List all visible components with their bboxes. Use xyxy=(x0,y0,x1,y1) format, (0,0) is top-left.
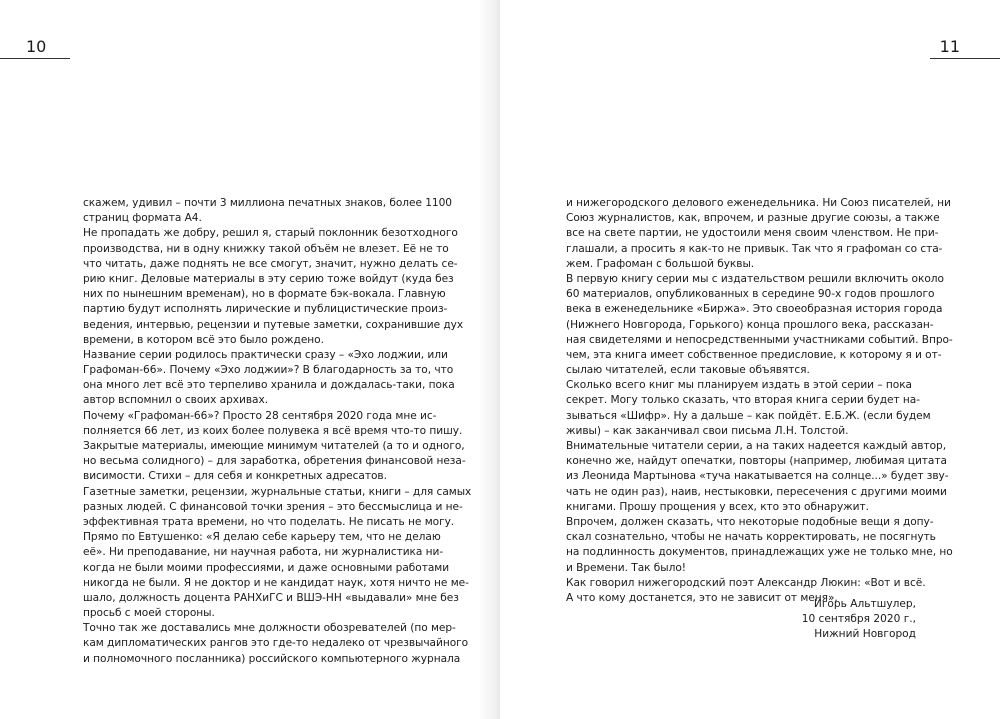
text-line: Сколько всего книг мы планируем издать в этой серии – пока xyxy=(566,379,912,392)
text-line: Название серии родилось практически сразу – «Эхо лоджии, или xyxy=(83,348,448,361)
text-line: секрет. Могу только сказать, что вторая книга серии будет на- xyxy=(566,394,920,407)
text-line: шало, должность доцента РАНХиГС и ВШЭ-НН «выдавали» мне без xyxy=(83,591,459,604)
text-line: и полномочного посланника) российского компьютерного журнала xyxy=(83,652,461,665)
signature-date: 10 сентября 2020 г., xyxy=(801,613,916,626)
text-line: когда не были моими профессиями, и даже основными работами xyxy=(83,561,450,574)
header-rule-left xyxy=(0,58,70,59)
text-line: и Времени. Так было! xyxy=(566,561,686,574)
text-line: книгами. Прошу прощения у всех, кто это обнаружит. xyxy=(566,500,869,513)
text-line: ная свидетелями и непосредственными участниками событий. Впро- xyxy=(566,333,953,346)
text-line: автор вспомнил о своих архивах. xyxy=(83,394,269,407)
text-line: глашали, а просить я как-то не привык. Так что я графоман со ста- xyxy=(566,242,943,255)
page-number-left: 10 xyxy=(26,37,47,56)
text-line: её». Ни преподавание, ни научная работа, ни журналистика ни- xyxy=(83,546,444,559)
text-line: В первую книгу серии мы с издательством решили включить около xyxy=(566,272,944,285)
text-line: Точно так же доставались мне должности обозревателей (по мер- xyxy=(83,622,456,635)
text-line: эффективная трата времени, но что поделать. Не писать не могу. xyxy=(83,515,455,528)
text-line: живы) – как заканчивал свои письма Л.Н. Толстой. xyxy=(566,424,849,437)
text-line: Впрочем, должен сказать, что некоторые подобные вещи я допу- xyxy=(566,515,934,528)
text-line: Закрытые материалы, имеющие минимум читателей (а то и одного, xyxy=(83,440,465,452)
left-page-body-text xyxy=(83,196,471,667)
text-line: производства, ни в одну книжку такой объём не влезет. Её не то xyxy=(83,242,449,255)
text-line: и нижегородского делового еженедельника. Ни Союз писателей, ни xyxy=(566,197,951,209)
text-line: Прямо по Евтушенко: «Я делаю себе карьеру тем, что не делаю xyxy=(83,531,441,544)
text-line: что читать, даже поднять не все смогут, значит, нужно делать се- xyxy=(83,257,458,270)
text-line: разных людей. С финансовой точки зрения – это бессмыслица и не- xyxy=(83,500,463,513)
text-line: скажем, удивил – почти 3 миллиона печатных знаков, более 1100 xyxy=(83,197,452,209)
signature-author: Игорь Альтшулер, xyxy=(813,598,916,610)
text-line: (Нижнего Новгорода, Горького) конца прошлого века, рассказан- xyxy=(566,318,934,331)
text-line: Почему «Графоман-66»? Просто 28 сентября 2020 года мне ис- xyxy=(83,409,437,422)
text-line: просьб с моей стороны. xyxy=(83,607,215,620)
text-line: партию будут исполнять лирические и публицистические произ- xyxy=(83,303,448,316)
text-line: скал сознательно, чтобы не начать корректировать, не посягнуть xyxy=(566,531,936,544)
text-line: них по нынешним временам), но в формате бэк-вокала. Главную xyxy=(83,288,446,301)
text-line: жем. Графоман с большой буквы. xyxy=(566,257,755,270)
right-page xyxy=(500,0,1000,719)
text-line: она много лет всё это терпеливо хранила и дождалась-таки, пока xyxy=(83,379,455,392)
text-line: кам дипломатических рангов это где-то недалеко от чрезвычайного xyxy=(83,637,469,650)
text-line: на подлинность документов, принадлежащих уже не только мне, но xyxy=(566,546,953,559)
text-line: Газетные заметки, рецензии, журнальные статьи, книги – для самых xyxy=(83,485,472,498)
text-line: конечно же, найдут опечатки, повторы (например, любимая цитата xyxy=(566,455,947,468)
text-line: Внимательные читатели серии, а на таких надеется каждый автор, xyxy=(566,440,947,452)
signature-block xyxy=(802,597,916,643)
text-line: времени, в котором всё это было рождено. xyxy=(83,333,324,346)
text-line: 60 материалов, опубликованных в середине 90-х годов прошлого xyxy=(566,288,935,301)
text-line: чем, эта книга имеет собственное предисловие, к которому я и от- xyxy=(566,348,942,361)
text-line: полняется 66 лет, из коих более полувека я всё время что-то пишу. xyxy=(83,424,463,437)
text-line: страниц формата А4. xyxy=(83,212,202,225)
text-line: никогда не были. Я не доктор и не кандидат наук, хотя ничто не ме- xyxy=(83,576,469,589)
text-line: чать не один раз), наив, нестыковки, пересечения с другими моими xyxy=(566,485,947,498)
text-line: Союз журналистов, как, впрочем, и разные другие союзы, а также xyxy=(566,212,940,225)
text-line: ведения, интервью, рецензии и путевые заметки, сохранившие дух xyxy=(83,318,464,331)
text-line: А что кому достанется, это не зависит от меня». xyxy=(566,591,838,604)
right-page-body-text xyxy=(566,196,953,606)
text-line: но весьма солидного) – для заработка, обретения финансовой неза- xyxy=(83,455,466,468)
text-line: сылаю читателей, если таковые объявятся. xyxy=(566,364,810,377)
text-line: рию книг. Деловые материалы в эту серию тоже войдут (куда без xyxy=(83,272,454,285)
signature-place: Нижний Новгород xyxy=(814,628,916,641)
text-line: Графоман-66». Почему «Эхо лоджии»? В благодарность за то, что xyxy=(83,364,454,377)
text-line: Не пропадать же добру, решил я, старый поклонник безотходного xyxy=(83,227,458,240)
text-line: Как говорил нижегородский поэт Александр Люкин: «Вот и всё. xyxy=(566,576,926,589)
text-line: зываться «Шифр». Ну а дальше – как пойдёт. Е.Б.Ж. (если будем xyxy=(566,409,931,422)
text-line: века в еженедельнике «Биржа». Это своеобразная история города xyxy=(566,303,943,316)
text-line: из Леонида Мартынова «туча накатывается на солнце...» будет зву- xyxy=(566,470,949,483)
text-line: висимости. Стихи – для себя и конкретных адресатов. xyxy=(83,470,387,483)
header-rule-right xyxy=(930,58,1000,59)
page-number-right: 11 xyxy=(939,37,960,56)
text-line: все на свете партии, не удостоили меня своим членством. Не при- xyxy=(566,227,939,240)
